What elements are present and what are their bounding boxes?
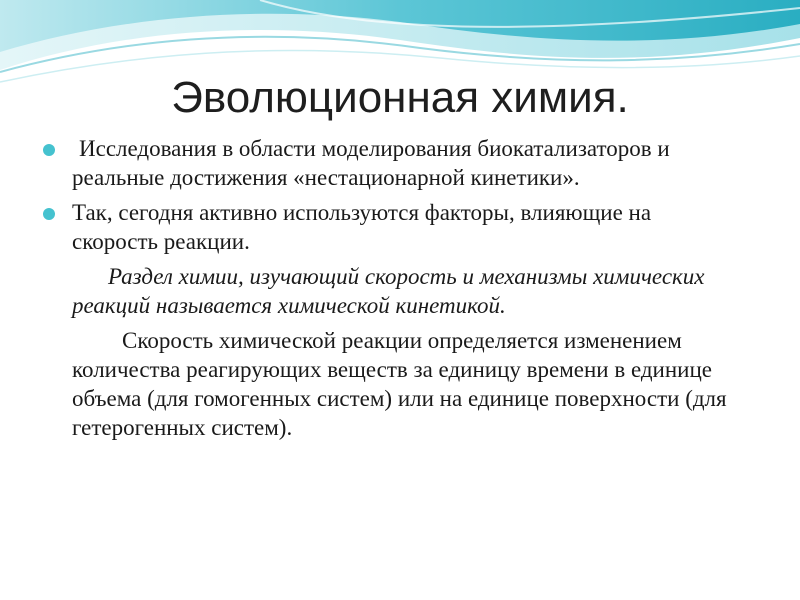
slide-title: Эволюционная химия. bbox=[171, 73, 629, 122]
bullet-dot-icon bbox=[43, 208, 55, 220]
bullet-item bbox=[42, 134, 742, 192]
bullet-item bbox=[42, 198, 742, 256]
bullet-text: Так, сегодня активно используются факторы, влияющие на скорость реакции. bbox=[72, 200, 652, 254]
slide-content bbox=[42, 134, 742, 448]
kinetics-definition: Раздел химии, изучающий скорость и механизмы химических реакций называется химической кинетикой. bbox=[72, 264, 705, 318]
reaction-rate-definition: Скорость химической реакции определяется изменением количества реагирующих веществ за единицу времени в единице объема (для гомогенных систем) или на единице поверхности (для гетерогенных систем). bbox=[72, 328, 727, 440]
bullet-text: Исследования в области моделирования биокатализаторов и реальные достижения «нестационарной кинетики». bbox=[72, 136, 670, 190]
bullet-dot-icon bbox=[43, 144, 55, 156]
